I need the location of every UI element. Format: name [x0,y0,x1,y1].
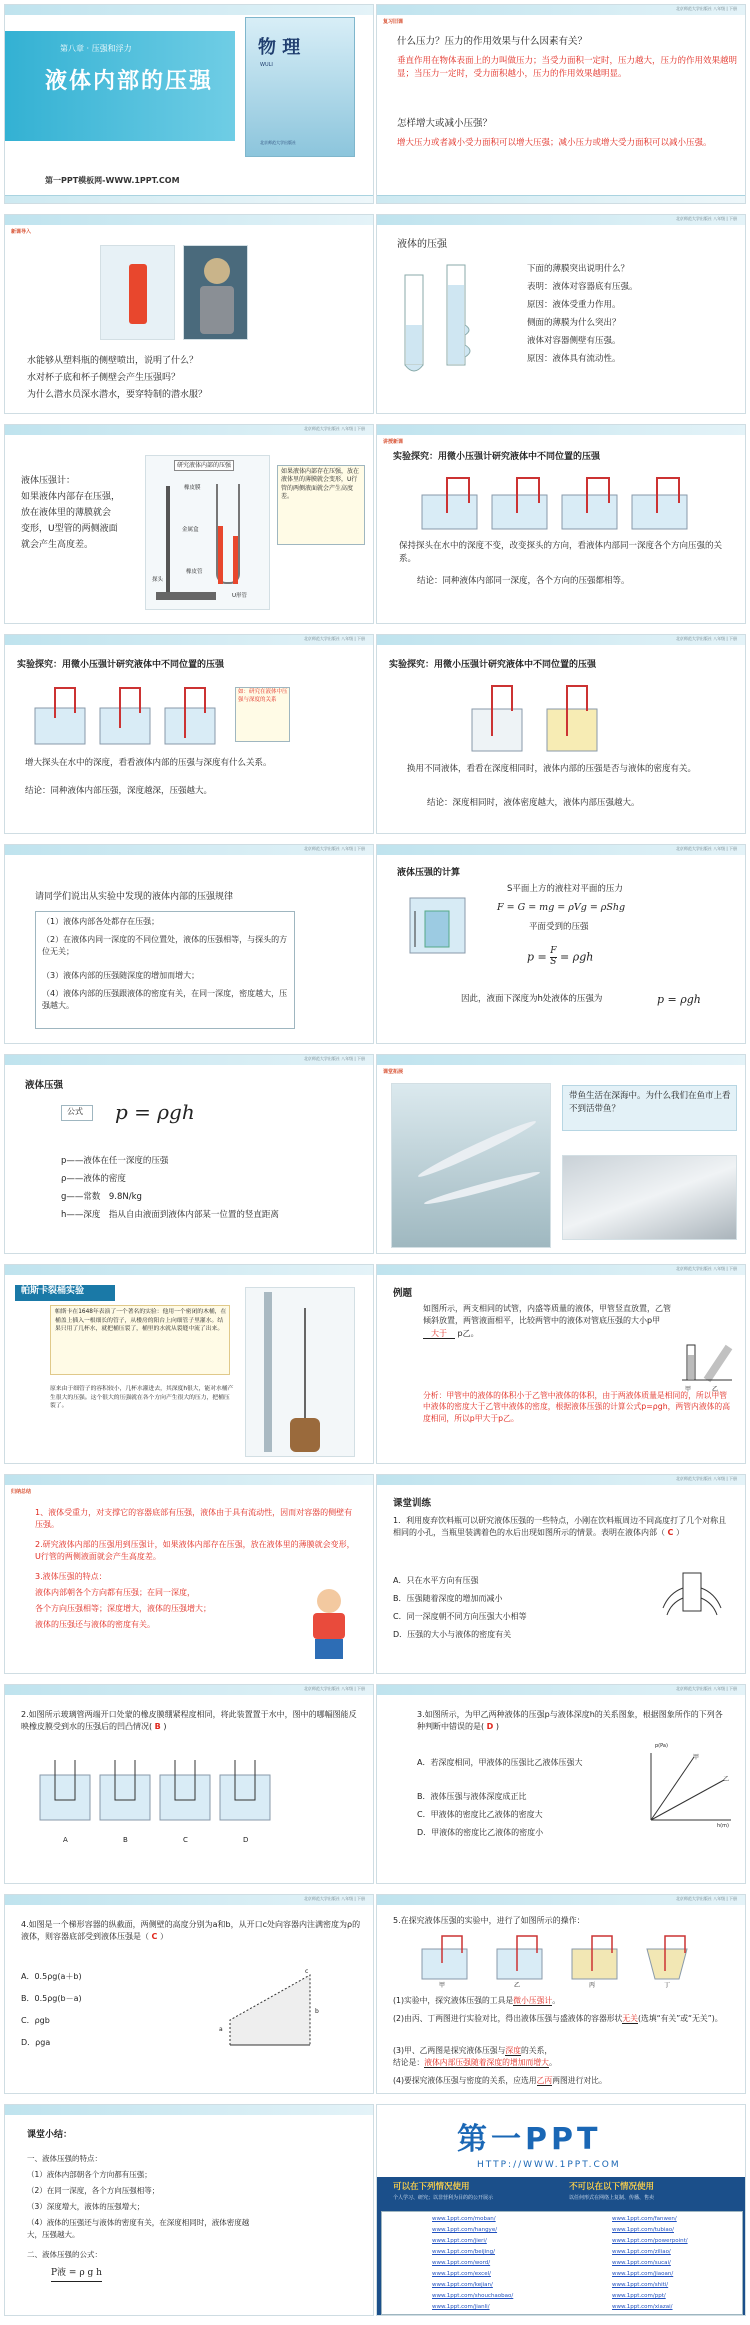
def-h: h——深度 指从自由液面到液体内部某一位置的竖直距离 [61,1210,279,1220]
slide-title: 液体压强 [25,1080,64,1091]
intro-question-2: 水对杯子底和杯子侧壁会产生压强吗？ [27,373,181,383]
pascal-title: 帕斯卡裂桶实验 [21,1286,85,1296]
experiment-beakers [417,473,707,533]
def-g: g——常数 9.8N/kg [61,1192,142,1202]
setup-label-ding: 丁 [664,1982,671,1989]
answer-3-conclusion: 液体内部压强随着深度的增加而增大 [424,2058,549,2068]
slide-experiment-direction [376,424,746,624]
option-d: D．甲液体的密度比乙液体的密度小 [417,1828,544,1837]
graph-x-label: h(m) [717,1823,729,1829]
tube-label-yi: 乙 [712,1386,719,1393]
links-left-list [432,2214,513,2313]
option-a: A．若深度相同，甲液体的压强比乙液体压强大 [417,1758,583,1767]
example-question-end: p乙。 [457,1328,479,1338]
brand-url: HTTP://WWW.1PPT.COM [477,2160,621,2170]
rule-item-3: （3）液体内部的压强随深度的增加而增大； [42,971,200,980]
footer-link[interactable]: www.1ppt.com/excel/ [432,2271,491,2277]
answer-line-2 [393,2013,733,2025]
top-bar [377,425,745,435]
allowed-desc: 个人学习、研究；以非营利为目的的公开展示 [393,2195,494,2201]
fact-line-6: 原因：液体具有流动性。 [527,354,621,364]
answer-3-conclusion-end: 。 [548,2058,557,2068]
fraction [550,947,556,968]
header-text: 北京师范大学出版社 八年级 | 下册 [303,636,365,641]
fact-line-2: 表明：液体对容器底有压强。 [527,282,638,292]
option-label-c: C [183,1836,188,1844]
summary-line-6: 二、液体压强的公式： [27,2250,102,2259]
bottom-stripe [377,195,745,203]
option-c: C．甲液体的密度比乙液体的密度大 [417,1810,543,1819]
slide-rules [4,844,374,1044]
thin-tube [304,1308,306,1418]
top-bar [5,2105,373,2115]
example-question-text: 如图所示，两支相同的试管，内盛等质量的液体，甲管竖直放置，乙管倾斜放置，两管液面相平，比较两管中的液体对管底压强的大小p甲 [423,1304,671,1326]
question-4-end: ） [159,1932,168,1942]
part-label-hose: 橡皮管 [186,569,203,575]
density-beakers [467,681,617,756]
answer-line-4 [393,2075,733,2087]
slide-training-3 [376,1684,746,1884]
pressure-depth-graph [639,1745,739,1830]
header-text: 北京师范大学出版社 八年级 | 下册 [303,1056,365,1061]
header-text: 北京师范大学出版社 八年级 | 下册 [675,6,737,11]
experiment-setups-diagram [417,1933,707,1983]
pascal-text-box [50,1305,230,1375]
fish-shape-2 [423,1169,541,1208]
diver-suit [200,286,234,334]
intro-question-3: 为什么潜水员深水潜水，要穿特制的潜水服？ [27,390,208,400]
boy-head [317,1589,341,1613]
answer-3-fill: 深度 [505,2046,521,2055]
slide-calculation [376,844,746,1044]
header-text: 北京师范大学出版社 八年级 | 下册 [675,1476,737,1481]
slide-review [376,4,746,204]
question-2-answer: B [154,1722,161,1732]
option-a: A．只在水平方向有压强 [393,1576,479,1585]
forbidden-title: 不可以在以下情况使用 [569,2182,655,2192]
stand-base [156,592,216,600]
calc-line-3: 因此，液面下深度为h处液体的压强为 [461,994,603,1004]
answer-3-conclusion-label: 结论是： [393,2058,425,2068]
slide-cover [4,4,374,204]
question-3 [417,1709,727,1734]
option-b: B．0.5ρg(b－a) [21,1994,82,2003]
formula-2-right: = ρgh [560,950,594,964]
question-4 [21,1919,361,1944]
diver-helmet [204,258,230,284]
u-tube-liquid-left [218,526,223,584]
question-box [562,1085,737,1131]
summary-line-4: （3）深度增大，液体的压强增大； [27,2202,145,2211]
slide-ad [376,2104,746,2316]
liquid-column-diagram [405,893,475,963]
summary-item-5: 各个方向压强相等；深度增大，液体的压强增大； [35,1604,211,1613]
section-tag: 复习旧课 [383,19,404,25]
gauge-note-box [277,465,365,545]
setup-label-yi: 乙 [514,1982,521,1989]
tube-diagram [397,255,487,385]
label-b: b [315,2008,319,2015]
slide-deep-sea-fish [376,1054,746,1254]
part-label-probe: 探头 [152,577,164,583]
training-question-text: 1．利用废弃饮料瓶可以研究液体压强的一些特点，小刚在饮料瓶周边不同高度打了几个对称且相同的小孔，当瓶里装满着色的水后出现如图所示的情景。表明在液体内部（ [393,1516,727,1538]
footer-link[interactable]: www.1ppt.com/powerpoint/ [612,2238,688,2244]
gauge-line-5: 就会产生高度差。 [21,540,94,550]
calc-formula-1: F = G = mg = ρVg = ρShg [497,902,626,913]
option-d: D．压强的大小与液体的密度有关 [393,1630,512,1639]
question-1: 什么压力？压力的作用效果与什么因素有关？ [397,36,588,47]
footer-link[interactable]: www.1ppt.com/ziliao/ [612,2249,671,2255]
slide-title: 液体压强的计算 [397,868,461,878]
rule-item-4: （4）液体内部的压强跟液体的密度有关，在同一深度，密度越大，压强越大。 [42,989,288,1011]
option-label-b: B [123,1836,128,1844]
answer-3-text: (3)甲、乙两图是探究液体压强与 [393,2046,506,2055]
slide-formula [4,1054,374,1254]
footer-link[interactable]: www.1ppt.com/jieri/ [432,2238,487,2244]
experiment-title: 实验探究：用微小压强计研究液体中不同位置的压强 [17,660,225,670]
allowed-title: 可以在下列情况使用 [393,2182,470,2192]
summary-title: 课堂小结： [27,2130,73,2140]
test-tube-diagram [677,1335,737,1385]
calc-line-1: S平面上方的液柱对平面的压力 [507,884,623,894]
question-2-text: 2.如图所示玻璃管两端开口处蒙的橡皮膜绷紧程度相同，将此装置置于水中，图中的哪幅图能反映橡皮膜受到水的压强后的凹凸情况( [21,1710,357,1732]
summary-line-3: （2）在同一深度，各个方向压强相等； [27,2186,160,2195]
example-analysis: 分析：甲管中的液体的体积小于乙管中液体的体积，由于两液体质量是相同的，所以甲管中液体的密度大于乙管中液体的密度，根据液体压强的计算公式p=ρgh，两管内液体的高度相同，所以p甲大于p乙。 [423,1391,731,1423]
part-label-utube: U形管 [232,593,248,599]
answer-3-end: 的关系， [521,2046,553,2055]
option-c: C．同一深度朝不同方向压强大小相等 [393,1612,527,1621]
training-title: 课堂训练 [393,1498,432,1509]
site-label: 第一PPT模板网-WWW.1PPT.COM [45,176,180,185]
label-a: a [219,2026,223,2033]
calc-line-2: 平面受到的压强 [529,922,589,932]
training-answer: C [667,1528,674,1538]
tube-label-jia: 甲 [685,1386,692,1393]
slide-training-4 [4,1894,374,2094]
top-bar [377,1055,745,1065]
question-3-end: ) [495,1722,499,1732]
fact-line-4: 侧面的薄膜为什么突出？ [527,318,621,328]
footer-link[interactable]: www.1ppt.com/word/ [432,2260,491,2266]
fact-line-3: 原因：液体受重力作用。 [527,300,621,310]
calc-formula-3: p = ρgh [657,993,701,1006]
graph-series-yi: 乙 [723,1776,730,1783]
formula-label: 公式 [67,1107,83,1116]
line-yi [651,1780,724,1820]
answer-1-fill: 微小压强计 [513,1996,553,2005]
u-tube-liquid-right [233,536,238,584]
header-text: 北京师范大学出版社 八年级 | 下册 [303,846,365,851]
answer-4-text: (4)要探究液体压强与密度的关系，应选用 [393,2076,537,2085]
slide-experiment-density [376,634,746,834]
links-panel [381,2211,743,2315]
slide-experiment-depth [4,634,374,834]
footer-link[interactable]: www.1ppt.com/beijing/ [432,2249,496,2255]
header-text: 北京师范大学出版社 八年级 | 下册 [675,846,737,851]
option-a: A．0.5ρg(a＋b) [21,1972,82,1981]
experiment-conclusion: 结论：深度相同时，液体密度越大，液体内部压强越大。 [427,798,640,808]
trapezoid-container-diagram [215,1965,325,2055]
diver-photo [183,245,248,340]
footer-link[interactable]: www.1ppt.com/jiaoan/ [612,2271,674,2277]
graph-series-jia: 甲 [693,1754,700,1761]
header-text: 北京师范大学出版社 八年级 | 下册 [675,1266,737,1271]
bottle-photo [100,245,175,340]
section-tag: 归纳总结 [11,1489,32,1495]
label-c: c [305,1968,309,1975]
answer-2-fill: 无关 [622,2014,638,2023]
summary-item-2: 2.研究液体内部的压强用到压强计，如果液体内部存在压强，放在液体里的薄膜就会变形，U行管的两侧液面就会产生高度差。 [35,1540,355,1562]
answer-2-text: (2)由丙、丁两图进行实验对比，得出液体压强与盛液体的容器形状 [393,2014,623,2023]
footer-link[interactable]: www.1ppt.com/shouchaobao/ [432,2293,514,2299]
footer-link[interactable]: www.1ppt.com/fanwen/ [612,2216,677,2222]
answer-1: 垂直作用在物体表面上的力叫做压力；当受力面积一定时，压力越大，压力的作用效果越明显；当压力一定时，受力面积越小，压力的作用效果越明显。 [397,56,738,80]
slide-training-5 [376,1894,746,2094]
header-text: 北京师范大学出版社 八年级 | 下册 [675,216,737,221]
training-question [393,1515,733,1540]
header-text: 北京师范大学出版社 八年级 | 下册 [303,1686,365,1691]
brand-logo: 第一PPT [457,2122,602,2157]
gauge-note: 如果液体内部存在压强，放在液体里的薄膜就会变形，U行管的两侧液面就会产生高度差。 [281,468,360,501]
top-bar [5,215,373,225]
textbook-cover [245,17,355,157]
boy-shirt [313,1613,345,1639]
gauge-apparatus [145,455,270,610]
header-text: 北京师范大学出版社 八年级 | 下册 [303,426,365,431]
question-4-text: 4.如图是一个梯形容器的纵截面，两侧壁的高度分别为a和b，从开口c处向容器内注满密度为ρ的液体，则容器底部受到液体压强是（ [21,1920,361,1942]
summary-line-5: （4）液体的压强还与液体的密度有关，在深度相同时，液体密度越大，压强越大。 [27,2218,250,2239]
rules-intro: 请同学们说出从实验中发现的液体内部的压强规律 [35,892,234,902]
example-question [423,1303,673,1340]
membrane-tubes-diagram [35,1755,285,1835]
question-5: 5.在探究液体压强的实验中，进行了如图所示的操作： [393,1916,585,1925]
footer-link[interactable]: www.1ppt.com/ppt/ [612,2293,666,2299]
answer-2: 增大压力或者减小受力面积可以增大压强；减小压力或增大受力面积可以减小压强。 [397,138,712,148]
forbidden-desc: 以任何形式在网络上复制、传播、售卖 [569,2195,655,2201]
gauge-line-4: 变形，U型管的两侧液面 [21,524,118,534]
gauge-line-1: 液体压强计： [21,476,76,486]
question-4-answer: C [151,1932,158,1942]
summary-line-2: （1）液体内部朝各个方向都有压强； [27,2170,152,2179]
section-tag: 新课导入 [11,229,32,235]
section-tag: 课堂拓展 [383,1069,404,1075]
slide-training-2 [4,1684,374,1884]
footer-link[interactable]: www.1ppt.com/moban/ [432,2216,496,2222]
option-c: C．ρgb [21,2016,50,2025]
question-2-end: ) [163,1722,167,1732]
depth-note: 如：研究在液体中压强与深度的关系 [238,689,288,703]
part-label-membrane: 橡皮膜 [184,485,201,491]
option-label-a: A [63,1836,68,1844]
fraction-numerator: F [550,946,557,956]
experiment-body: 增大探头在水中的深度，看看液体内部的压强与深度有什么关系。 [25,758,272,768]
depth-note-box [235,687,290,742]
fact-line-5: 液体对容器侧壁有压强。 [527,336,621,346]
rule-item-2: （2）在液体内同一深度的不同位置处，液体的压强相等，与探头的方位无关； [42,935,288,957]
ribbonfish-illustration [391,1083,551,1248]
top-bar [5,1475,373,1485]
question-2 [21,1709,361,1734]
summary-item-6: 液体的压强还与液体的密度有关。 [35,1620,155,1629]
experiment-conclusion: 结论：同种液体内部压强，深度越深，压强越大。 [25,786,213,796]
summary-item-3: 3.液体压强的特点： [35,1572,107,1581]
footer-link[interactable]: www.1ppt.com/shiti/ [612,2282,669,2288]
barrel [290,1418,320,1452]
training-question-end: ） [675,1528,684,1538]
section-tag: 讲授新课 [383,439,404,445]
footer-link[interactable]: www.1ppt.com/jianli/ [432,2304,490,2310]
answer-1-end: 。 [552,1996,560,2005]
summary-item-1: 1、液体受重力，对支撑它的容器底部有压强，液体由于具有流动性，因而对容器的侧壁有压强。 [35,1508,353,1530]
question-3-answer: D [486,1722,494,1732]
answer-1-text: (1)实验中，探究液体压强的工具是 [393,1996,514,2005]
fact-line-1: 下面的薄膜突出说明什么？ [527,264,630,274]
boy-pants [315,1639,343,1659]
footer-link[interactable]: www.1ppt.com/sucai/ [612,2260,671,2266]
option-b: B．压强随着深度的增加而减小 [393,1594,503,1603]
header-text: 北京师范大学出版社 八年级 | 下册 [675,1686,737,1691]
answer-4-fill: 乙丙 [536,2076,553,2085]
gauge-line-2: 如果液体内部存在压强， [21,492,121,502]
book-title: 物 理 [258,37,301,58]
slide-liquid-pressure [376,214,746,414]
slide-pressure-gauge [4,424,374,624]
running-boy-illustration [295,1585,365,1665]
stand-rod [166,486,170,596]
depth-beakers [30,683,230,748]
book-publisher: 北京师范大学出版社 [260,140,296,145]
rules-box [35,911,295,1029]
experiment-body: 保持探头在水中的深度不变，改变探头的方向，看液体内部同一深度各个方向压强的关系。 [399,541,723,565]
rule-item-1: （1）液体内部各处都存在压强； [42,917,160,926]
experiment-title: 实验探究：用微小压强计研究液体中不同位置的压强 [389,660,597,670]
pascal-title-box [15,1285,115,1301]
answer-2-end: (选填“有关”或“无关”)。 [637,2014,723,2023]
line-jia [651,1757,694,1820]
def-rho: ρ——液体的密度 [61,1174,126,1184]
book-subtitle: WULI [260,62,273,68]
slide-summary-1 [4,1474,374,1674]
part-label-metal-box: 金属盒 [182,527,199,533]
pascal-text: 帕斯卡在1648年表演了一个著名的实验：他用一个密闭的木桶，在桶盖上插入一根细长的管子，从楼房的阳台上向细管子里灌水。结果只用了几杯水，就把桶压裂了，桶里的水就从裂缝中流了出来。 [55,1309,227,1333]
chapter-label: 第八章 · 压强和浮力 [60,44,132,53]
header-text: 北京师范大学出版社 八年级 | 下册 [675,1896,737,1901]
slide-intro [4,214,374,414]
setup-label-jia: 甲 [439,1982,446,1989]
links-right-list [612,2214,688,2313]
top-bar [5,1265,373,1275]
example-title: 例题 [393,1288,413,1299]
fish-question: 带鱼生活在深海中。为什么我们在鱼市上看不到活带鱼？ [569,1091,731,1115]
formula-label-box [61,1105,93,1121]
def-p: p——液体在任一深度的压强 [61,1156,169,1166]
fish-shape [416,1117,538,1181]
summary-line-1: 一、液体压强的特点： [27,2154,102,2163]
footer-link[interactable]: www.1ppt.com/hangye/ [432,2227,498,2233]
slide-lesson-summary [4,2104,374,2316]
top-bar [5,5,373,15]
apparatus-label: 研究液体内部的压强 [174,460,234,471]
pascal-barrel-illustration [245,1287,355,1457]
intro-question-1: 水能够从塑料瓶的侧壁喷出，说明了什么？ [27,356,199,366]
answer-line-3 [393,2045,733,2069]
question-2: 怎样增大或减小压强？ [397,118,493,129]
gauge-line-3: 放在液体里的薄膜就会 [21,508,112,518]
footer-link[interactable]: www.1ppt.com/xiazai/ [612,2304,673,2310]
bottom-stripe [5,195,373,203]
footer-link[interactable]: www.1ppt.com/tubiao/ [612,2227,674,2233]
answer-4-end: 两图进行对比。 [552,2076,607,2085]
option-b: B．液体压强与液体深度成正比 [417,1792,527,1801]
summary-formula: P液 = ρ g h [51,2267,102,2282]
header-text: 北京师范大学出版社 八年级 | 下册 [303,1896,365,1901]
answer-line-1 [393,1995,733,2007]
cover-title: 液体内部的压强 [45,69,214,94]
footer-link[interactable]: www.1ppt.com/kejian/ [432,2282,493,2288]
slide-example [376,1264,746,1464]
pascal-text-2: 原来由于细管子的容积较小，几杯水灌进去，其深度h很大，能对水桶产生很大的压强。这个很大的压强就在各个方向产生很大的压力，把桶压裂了。 [50,1386,234,1410]
red-bottle [129,264,147,324]
slide-training-1 [376,1474,746,1674]
header-text: 北京师范大学出版社 八年级 | 下册 [675,636,737,641]
main-formula: p = ρgh [115,1100,195,1124]
experiment-title: 实验探究：用微小压强计研究液体中不同位置的压强 [393,452,601,462]
graph-y-label: p(Pa) [655,1743,668,1749]
experiment-conclusion: 结论：同种液体内部同一深度，各个方向的压强都相等。 [417,576,630,586]
slide-title: 液体的压强 [397,239,447,250]
setup-label-bing: 丙 [589,1982,596,1989]
experiment-body: 换用不同液体，看看在深度相同时，液体内部的压强是否与液体的密度有关。 [407,764,697,774]
option-d: D．ρga [21,2038,51,2047]
calc-formula-2 [527,947,593,968]
option-label-d: D [243,1836,249,1844]
bottle-jets-diagram [657,1563,727,1623]
question-3-text: 3.如图所示，为甲乙两种液体的压强p与液体深度h的关系图象，根据图象所作的下列各种判断中错误的是( [417,1710,723,1732]
slide-pascal [4,1264,374,1464]
formula-2-left: p = [527,950,547,964]
example-answer: 大于 [423,1329,455,1339]
summary-item-4: 液体内部朝各个方向都有压强；在同一深度， [35,1588,195,1597]
market-fish-photo [562,1155,737,1240]
building-wall [264,1292,272,1452]
fraction-denominator: S [550,956,557,967]
